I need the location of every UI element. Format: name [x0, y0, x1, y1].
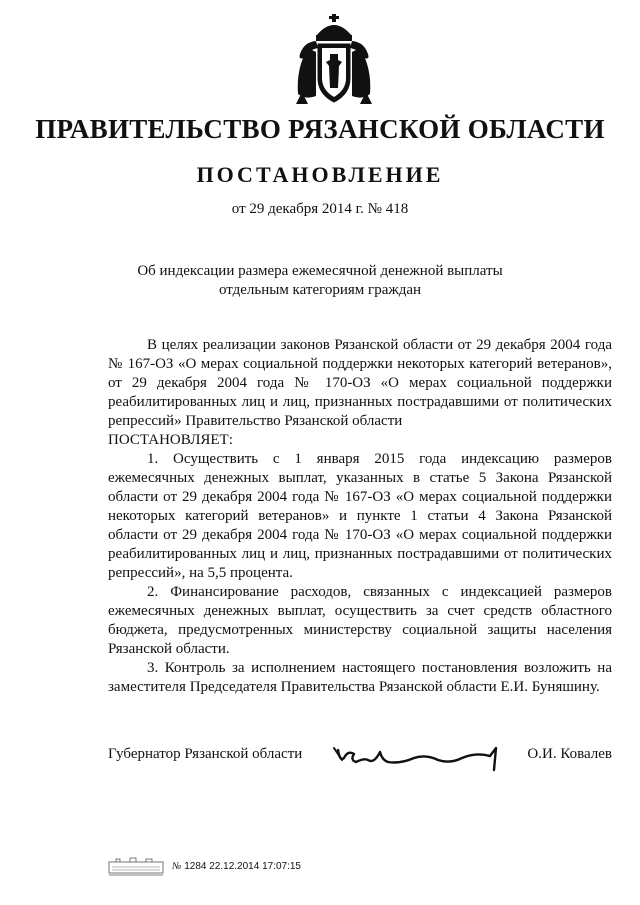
clause-1: 1. Осуществить с 1 января 2015 года индексацию размеров ежемесячных денежных выплат, указанных в статье 5 Закона Рязанской области от 29 декабря 2004 года № 167-ОЗ «О мерах социальной поддержки некоторых категорий ветеранов» и пункте 1 статьи 4 Закона Рязанской области от 29 декабря 2004 года № 170-ОЗ «О мерах социальной поддержки реабилитированных лиц и лиц, признанных пострадавшими от политических репрессий», на 5,5 процента. — [108, 451, 612, 581]
number-sign: № — [172, 861, 182, 872]
printing-stamp-icon — [108, 857, 164, 877]
clause-3: 3. Контроль за исполнением настоящего постановления возложить на заместителя Председателя Правительства Рязанской области Е.И. Буняшину. — [108, 660, 612, 695]
preamble-paragraph: В целях реализации законов Рязанской области от 29 декабря 2004 года № 167-ОЗ «О мерах социальной поддержки некоторых категорий ветеранов», от 29 декабря 2004 года № 170-ОЗ «О мерах социальной поддержки реабилитированных лиц и лиц, признанных пострадавшими от политических репрессий» Правительство Рязанской области — [108, 337, 612, 429]
handwritten-signature-icon — [330, 740, 506, 774]
signatory-role: Губернатор Рязанской области — [108, 746, 303, 762]
subject-line: отдельным категориям граждан — [218, 282, 422, 298]
signatory-name: О.И. Ковалев — [527, 746, 612, 762]
registration-number — [172, 861, 301, 872]
document-type: ПОСТАНОВЛЕНИЕ — [196, 162, 444, 187]
coat-of-arms-icon — [286, 12, 382, 108]
subject-line: Об индексации размера ежемесячной денежной выплаты — [137, 263, 503, 279]
organization-title: ПРАВИТЕЛЬСТВО РЯЗАНСКОЙ ОБЛАСТИ — [35, 114, 605, 144]
clause-2: 2. Финансирование расходов, связанных с индексацией размеров ежемесячных денежных выплат, осуществить за счет средств областного бюджета, предусмотренных министерству социальной защиты населения Рязанской области. — [108, 584, 612, 657]
signature-block — [108, 740, 612, 774]
resolves-heading: ПОСТАНОВЛЯЕТ: — [108, 432, 233, 448]
document-body — [108, 336, 612, 697]
registration-footer — [108, 857, 408, 879]
document-date-number: от 29 декабря 2014 г. № 418 — [231, 201, 409, 217]
registration-details: 1284 22.12.2014 17:07:15 — [184, 861, 301, 872]
document-subject — [0, 262, 640, 300]
